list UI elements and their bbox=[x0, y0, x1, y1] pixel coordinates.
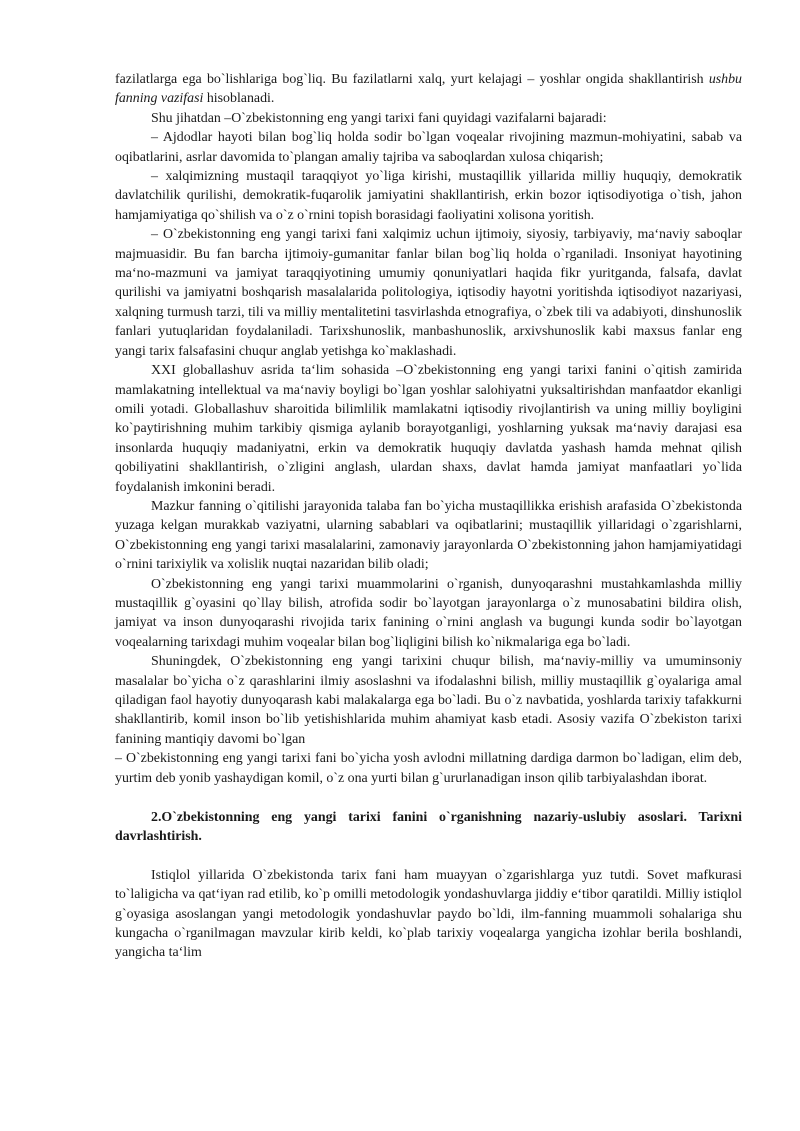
emphasized-text: ushbu fanning vazifasi bbox=[115, 72, 742, 107]
document-page bbox=[115, 70, 742, 963]
paragraph-5: – O`zbekistonning eng yangi tarixi fani xalqimiz uchun ijtimoiy, siyosiy, tarbiyaviy, ma‘naviy saboqlar majmuasidir. Bu fan barcha ijtimoiy-gumanitar fanlar bilan bog`liq holda o`rganiladi. Insoniyat hayotining ma‘no-mazmuni va jamiyat taraqqiyotining umumiy qonuniyatlari haqida fikr yuritganda, falsafa, davlat qurilishi va jamiyatni boshqarish masalalarida politologiya, iqtisodiy hayotni yoritishda iqtisodiyot nazariyasi, xalqning turmush tarzi, tili va milliy mentalitetini tasvirlashda etnografiya, o`zbek tili va adabiyoti, dinshunoslik fanlari yutuqlaridan foydalaniladi. Tarixshunoslik, manbashunoslik, arxivshunoslik kabi maxsus fanlar eng yangi tarix falsafasini chuqur anglab yetishga ko`maklashadi. bbox=[115, 227, 742, 359]
paragraph-6: XXI globallashuv asrida ta‘lim sohasida –O`zbekistonning eng yangi tarixi fanini o`qitish zamirida mamlakatning intellektual va ma‘naviy boyligi bo`lgan yoshlar salohiyatni yuksaltirishdan manfaatdor ekanligi omili yotadi. Globallashuv sharoitida bilimlilik mamlakatni iqtisodiy rivojlantirish va uning milliy boyligini ko`paytirishning muhim tarkibiy qismiga aylanib borayotganligi, yoshlarning yuksak ma‘naviy darajasi esa insonlarda huquqiy madaniyatni, erkin va demokratik huquqiy davlatda yashash hamda mehnat qilish qobiliyatini shakllantirish, o`zligini anglash, ulardan shaxs, davlat hamda jamiyat manfaatlari yo`lida foydalanish imkonini beradi. bbox=[115, 363, 742, 495]
paragraph-1 bbox=[115, 70, 742, 109]
paragraph-3: – Ajdodlar hayoti bilan bog`liq holda sodir bo`lgan voqealar rivojining mazmun-mohiyatini, sabab va oqibatlarini, asrlar davomida to`plangan amaliy tajriba va saboqlardan xulosa chiqarish; bbox=[115, 130, 742, 165]
paragraph-8: O`zbekistonning eng yangi tarixi muammolarini o`rganish, dunyoqarashni mustahkamlashda milliy mustaqillik g`oyasini qo`llay bilish, atrofida sodir bo`layotgan jarayonlarga o`z munosabatini bildira olish, jamiyat va inson dunyoqarashi rivojida tarix fanining o`rnini anglash va bugungi kunda sodir bo`layotgan voqealarning tarixdagi muhim voqealar bilan bog`liqligini bilish ko`nikmalariga ega bo`ladi. bbox=[115, 576, 742, 650]
paragraph-11: Istiqlol yillarida O`zbekistonda tarix fani ham muayyan o`zgarishlarga yuz tutdi. Sovet mafkurasi to`laligicha va qat‘iyan rad etilib, ko`p omilli metodologik yondashuvlarga jiddiy e‘tibor qaratildi. Milliy istiqlol g`oyasiga asoslangan yangi metodologik yondashuvlar paydo bo`ldi, ilm-fanning muammoli sohalariga shu kungacha o`rganilmagan mavzular kirib keldi, ko`plab tarixiy voqealarga yangicha izohlar berila boshlandi, yangicha ta‘lim bbox=[115, 867, 742, 961]
paragraph-4: – xalqimizning mustaqil taraqqiyot yo`liga kirishi, mustaqillik yillarida milliy huquqiy, demokratik davlatchilik qurilishi, demokratik-fuqarolik jamiyatini shakllantirish, erkin bozor iqtisodiyotiga o`tish, jahon hamjamiyatiga qo`shilish va o`z o`rnini topish borasidagi faoliyatini xolisona yoritish. bbox=[115, 169, 742, 223]
paragraph-1-text-start: fazilatlarga ega bo`lishlariga bog`liq. Bu fazilatlarni xalq, yurt kelajagi – yoshlar ongida shakllantirish bbox=[115, 72, 709, 87]
paragraph-9: Shuningdek, O`zbekistonning eng yangi tarixini chuqur bilish, ma‘naviy-milliy va umuminsoniy masalalar bo`yicha o`z qarashlarini ilmiy asoslashni va ifodalashni bilish, milliy mustaqillik g`oyalariga amal qiladigan faol hayotiy dunyoqarash kabi malakalarga ega bo`ladi. Bu o`z navbatida, yoshlarda tarixiy tafakkurni shakllantirib, komil inson bo`lib yetishishlarida muhim ahamiyat kasb etadi. Asosiy vazifa O`zbekiston tarixi fanining mantiqiy davomi bo`lgan bbox=[115, 654, 742, 747]
paragraph-2: Shu jihatdan –O`zbekistonning eng yangi tarixi fani quyidagi vazifalarni bajaradi: bbox=[151, 110, 607, 126]
paragraph-7: Mazkur fanning o`qitilishi jarayonida talaba fan bo`yicha mustaqillikka erishish arafasida O`zbekistonda yuzaga kelgan murakkab vaziyatni, ularning sabablari va oqibatlarini; mustaqillik yillaridagi o`zgarishlarni, O`zbekistonning eng yangi tarixi masalalarini, zamonaviy jarayonlarda O`zbekistonning jahon hamjamiyatidagi o`rnini tarixiylik va xolislik nuqtai nazaridan bilib oladi; bbox=[115, 498, 742, 573]
section-heading: 2.O`zbekistonning eng yangi tarixi fanini o`rganishning nazariy-uslubiy asoslari. Tarixni davrlashtirish. bbox=[115, 810, 742, 845]
paragraph-10: – O`zbekistonning eng yangi tarixi fani bo`yicha yosh avlodni millatning dardiga darmon bo`ladigan, elim deb, yurtim deb yonib yashaydigan komil, o`z ona yurti bilan g`ururlanadigan inson qilib tarbiyalashdan iborat. bbox=[115, 751, 742, 786]
paragraph-1-text-end: hisoblanadi. bbox=[203, 91, 275, 107]
